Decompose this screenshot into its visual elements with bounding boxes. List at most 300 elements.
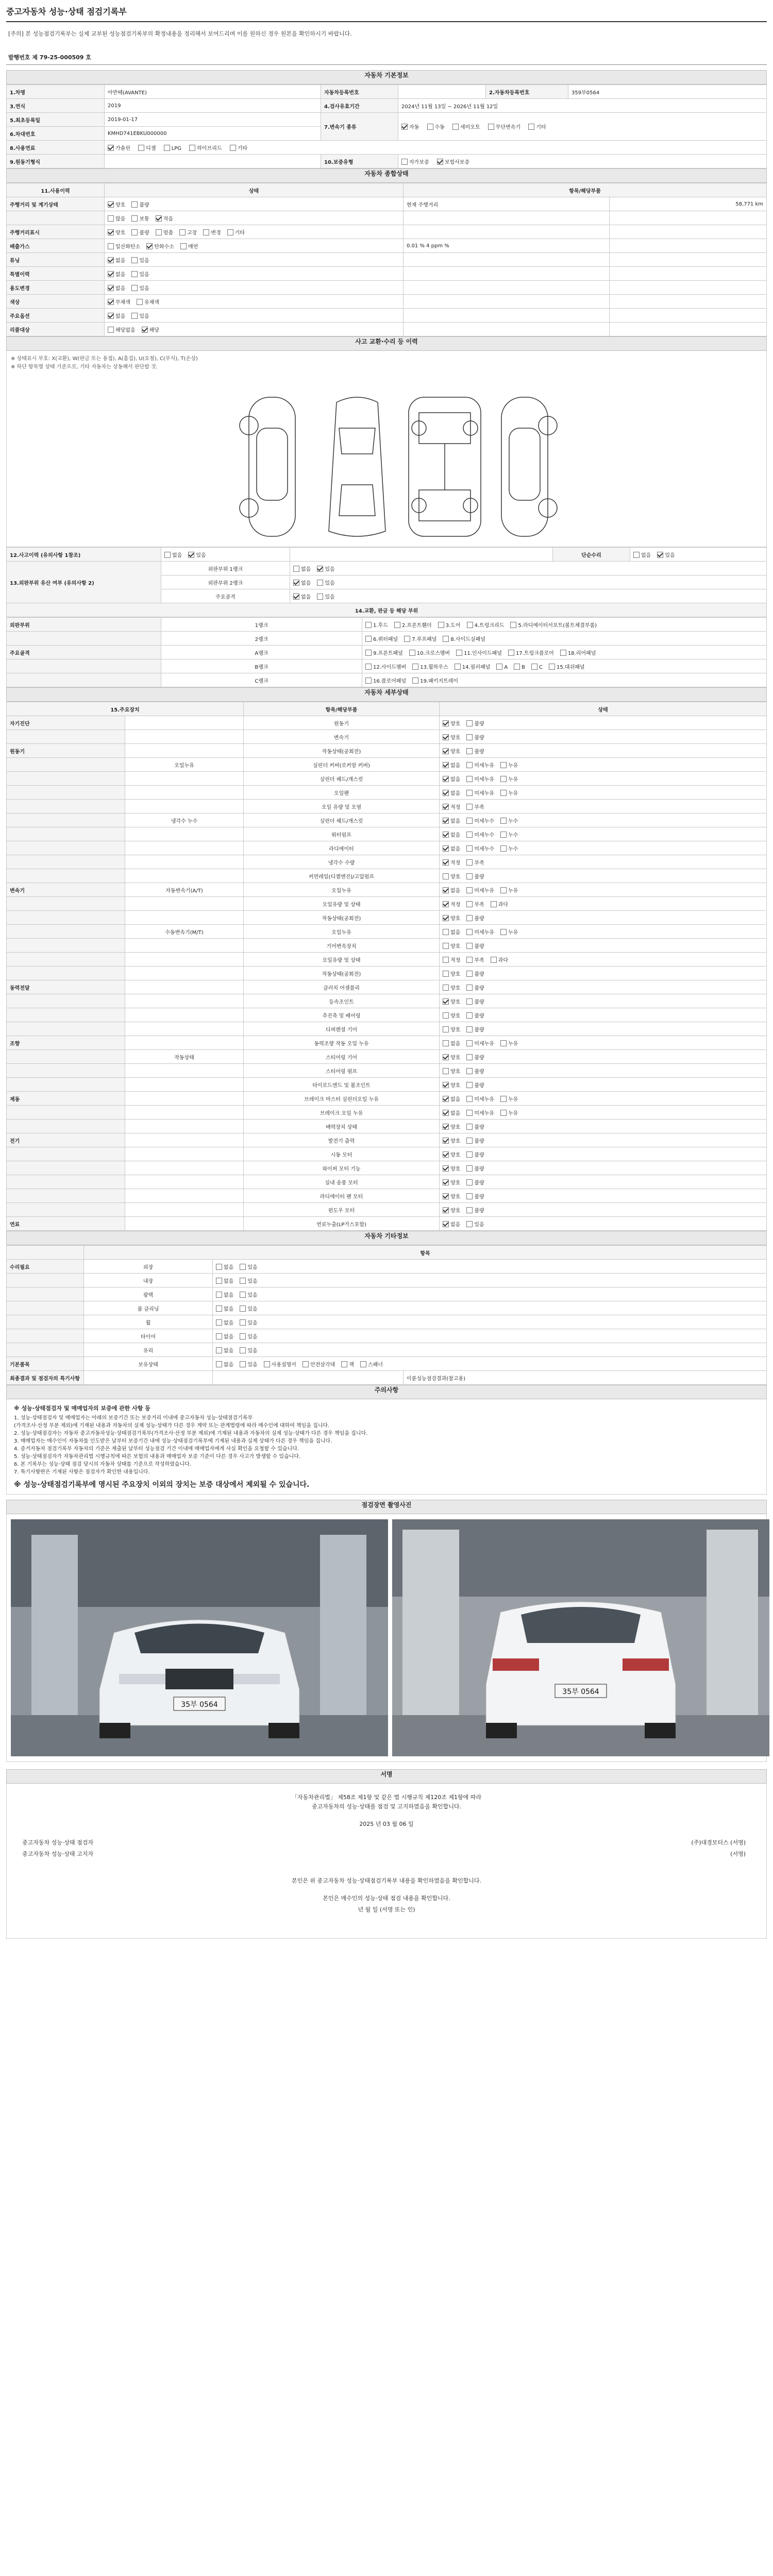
detail-options bbox=[440, 800, 767, 814]
checkbox bbox=[216, 1361, 222, 1367]
general-row bbox=[7, 323, 767, 336]
car-photo-rear-svg bbox=[392, 1519, 769, 1756]
other-item: 보유상태 bbox=[84, 1357, 213, 1371]
general-head: 항목/해당부품 bbox=[404, 183, 767, 197]
checkbox bbox=[466, 748, 473, 754]
detail-group bbox=[7, 897, 125, 911]
general-label: 주행거리표시 bbox=[7, 225, 105, 239]
seller-label: 중고자동차 성능·상태 고지자 bbox=[22, 1851, 94, 1857]
checkbox-checked bbox=[443, 1207, 449, 1213]
detail-options bbox=[440, 1120, 767, 1133]
damage-label: 13.외판부위 유산 여부 (유의사항 2) bbox=[7, 562, 161, 603]
checkbox bbox=[528, 124, 534, 130]
option: 있음 bbox=[240, 1277, 257, 1284]
general-label: 리콜대상 bbox=[7, 323, 105, 336]
checkbox-checked bbox=[443, 1221, 449, 1227]
caution-line: 3. 매매업자는 매수인이 자동차를 인도받은 날부터 보증기간 내에 성능·상태점검기록부에 기재된 내용과 실제 상태가 다른 경우 책임을 집니다. bbox=[14, 1438, 332, 1444]
detail-sub bbox=[125, 1106, 244, 1120]
detail-options bbox=[440, 716, 767, 730]
detail-group bbox=[7, 869, 125, 883]
section-general: 자동차 종합상태 bbox=[6, 168, 767, 183]
detail-options bbox=[440, 786, 767, 800]
option: 부족 bbox=[466, 956, 484, 963]
detail-group bbox=[7, 967, 125, 980]
checkbox-checked bbox=[443, 859, 449, 866]
checkbox-checked bbox=[443, 998, 449, 1005]
detail-options bbox=[440, 814, 767, 827]
detail-sub: 수동변속기(M/T) bbox=[125, 925, 244, 939]
checkbox bbox=[443, 943, 449, 949]
option: 양호 bbox=[443, 1025, 460, 1033]
detail-item: 디퍼렌셜 기어 bbox=[244, 1022, 440, 1036]
option: 있음 bbox=[240, 1346, 257, 1354]
detail-sub bbox=[125, 1189, 244, 1203]
basic-label: 9.원동기형식 bbox=[7, 155, 105, 168]
option: 불량 bbox=[466, 997, 484, 1005]
other-right: 이륜성능점검결과(참고용) bbox=[404, 1371, 767, 1385]
option: 7.루프패널 bbox=[404, 635, 436, 642]
checkbox-checked bbox=[142, 327, 148, 333]
option: 양호 bbox=[443, 1081, 460, 1089]
general-options bbox=[105, 253, 404, 267]
option: 불량 bbox=[131, 200, 149, 208]
detail-item: 배력장치 상태 bbox=[244, 1120, 440, 1133]
damage-repair-opts: 없음 있음 bbox=[630, 548, 767, 562]
detail-sub bbox=[125, 1133, 244, 1147]
basic-label: 8.사용연료 bbox=[7, 141, 105, 155]
basic-label: 2.자동차등록번호 bbox=[486, 85, 568, 99]
detail-options bbox=[440, 1064, 767, 1078]
checkbox-checked bbox=[401, 124, 408, 130]
option: 양호 bbox=[443, 1150, 460, 1158]
basic-label: 7.변속기 종류 bbox=[321, 113, 398, 141]
detail-row bbox=[7, 1008, 767, 1022]
detail-options bbox=[440, 1133, 767, 1147]
detail-group bbox=[7, 800, 125, 814]
damage-label: 12.사고이력 (유의사항 1참조) bbox=[7, 548, 161, 562]
checkbox bbox=[404, 636, 410, 642]
detail-options bbox=[440, 1161, 767, 1175]
checkbox bbox=[189, 145, 195, 151]
checkbox bbox=[466, 1026, 473, 1032]
option: 양호 bbox=[443, 914, 460, 922]
option: 있음 bbox=[131, 270, 149, 278]
detail-group bbox=[7, 1106, 125, 1120]
other-row bbox=[7, 1301, 767, 1315]
checkbox bbox=[108, 215, 114, 222]
option: 없음 bbox=[443, 761, 460, 769]
checkbox-checked bbox=[108, 201, 114, 208]
caution-box bbox=[6, 1399, 767, 1495]
other-options bbox=[213, 1301, 767, 1315]
detail-row bbox=[7, 1133, 767, 1147]
checkbox bbox=[466, 1151, 473, 1158]
detail-group bbox=[7, 1147, 125, 1161]
detail-row bbox=[7, 1064, 767, 1078]
checkbox bbox=[549, 664, 555, 670]
detail-options bbox=[440, 1008, 767, 1022]
other-row bbox=[7, 1274, 767, 1287]
checkbox bbox=[500, 929, 507, 935]
general-note bbox=[404, 267, 610, 281]
other-options bbox=[213, 1274, 767, 1287]
checkbox bbox=[401, 159, 408, 165]
detail-row bbox=[7, 897, 767, 911]
checkbox bbox=[240, 1319, 246, 1326]
detail-item: 브레이크 오일 누유 bbox=[244, 1106, 440, 1120]
option: 과다 bbox=[491, 900, 508, 908]
checkbox bbox=[216, 1319, 222, 1326]
detail-group: 제동 bbox=[7, 1092, 125, 1106]
detail-options bbox=[440, 1147, 767, 1161]
checkbox-checked bbox=[443, 1165, 449, 1172]
detail-group bbox=[7, 994, 125, 1008]
basic-row bbox=[7, 113, 767, 127]
option: 양호 bbox=[108, 200, 125, 208]
other-options bbox=[213, 1329, 767, 1343]
detail-row bbox=[7, 1050, 767, 1064]
general-note bbox=[404, 253, 610, 267]
detail-sub bbox=[125, 1217, 244, 1231]
basic-value: KMHD741EBKU000000 bbox=[105, 127, 321, 141]
option: 불량 bbox=[466, 1081, 484, 1089]
general-note bbox=[404, 309, 610, 323]
checkbox bbox=[443, 1040, 449, 1046]
detail-sub bbox=[125, 855, 244, 869]
option: 불량 bbox=[466, 970, 484, 977]
option: 누유 bbox=[500, 789, 518, 796]
other-group bbox=[7, 1343, 84, 1357]
option: 17.트렁크플로어 bbox=[508, 649, 554, 656]
checkbox bbox=[500, 845, 507, 852]
option: 5.라디에이터서포트(볼트체결부품) bbox=[510, 621, 597, 629]
general-note: 0.01 % 4 ppm % bbox=[404, 239, 610, 253]
detail-row bbox=[7, 814, 767, 827]
detail-head: 상태 bbox=[440, 702, 767, 716]
basic-row bbox=[7, 99, 767, 113]
option: 불량 bbox=[466, 914, 484, 922]
option: 사용설명서 bbox=[264, 1360, 296, 1368]
option: 10.크로스멤버 bbox=[409, 649, 450, 656]
checkbox bbox=[138, 145, 144, 151]
basic-value bbox=[398, 85, 486, 99]
checkbox-checked bbox=[108, 229, 114, 235]
checkbox-checked bbox=[108, 285, 114, 291]
parts-items bbox=[362, 618, 767, 632]
cert-number: 발행번호 제 79-25-000509 호 bbox=[6, 42, 767, 65]
detail-row bbox=[7, 1147, 767, 1161]
detail-options bbox=[440, 827, 767, 841]
detail-sub bbox=[125, 897, 244, 911]
detail-item: 오일누유 bbox=[244, 925, 440, 939]
checkbox-checked bbox=[443, 804, 449, 810]
checkbox bbox=[500, 887, 507, 893]
damage-label: 외판부위 2랭크 bbox=[161, 575, 290, 589]
general-head: 11.사용이력 bbox=[7, 183, 105, 197]
checkbox bbox=[466, 734, 473, 740]
option: 없음 bbox=[443, 817, 460, 824]
option: 양호 bbox=[443, 942, 460, 950]
option: 양호 bbox=[443, 984, 460, 991]
other-group: 기본품목 bbox=[7, 1357, 84, 1371]
checkbox bbox=[466, 720, 473, 726]
detail-sub: 오일누유 bbox=[125, 758, 244, 772]
checkbox-checked bbox=[443, 845, 449, 852]
car-top-under bbox=[409, 397, 481, 536]
document bbox=[6, 0, 767, 1939]
detail-item: 발전기 출력 bbox=[244, 1133, 440, 1147]
detail-group: 동력전달 bbox=[7, 980, 125, 994]
option: 잭 bbox=[341, 1360, 354, 1368]
basic-value bbox=[105, 155, 321, 168]
option: 해당없음 bbox=[108, 326, 136, 333]
section-detail: 자동차 세부상태 bbox=[6, 687, 767, 702]
general-value bbox=[610, 295, 767, 309]
car-left-side bbox=[240, 397, 295, 536]
parts-group: 주요골격 bbox=[7, 646, 161, 659]
checkbox bbox=[365, 650, 372, 656]
detail-options bbox=[440, 1092, 767, 1106]
detail-sub bbox=[125, 772, 244, 786]
section-damage: 사고 교환·수리 등 이력 bbox=[6, 336, 767, 351]
checkbox bbox=[240, 1333, 246, 1340]
option: B bbox=[514, 664, 525, 670]
basic-label: 1.차명 bbox=[7, 85, 105, 99]
option: 없음 bbox=[216, 1277, 233, 1284]
basic-value: 아반떼(AVANTE) bbox=[105, 85, 321, 99]
detail-row bbox=[7, 1189, 767, 1203]
option: 있음 bbox=[131, 284, 149, 292]
checkbox-checked bbox=[443, 818, 449, 824]
general-options bbox=[105, 281, 404, 295]
option: 없음 bbox=[216, 1318, 233, 1326]
general-note bbox=[404, 295, 610, 309]
parts-row bbox=[7, 659, 767, 673]
option: 있음 bbox=[240, 1360, 257, 1368]
checkbox bbox=[488, 124, 494, 130]
doc-title: 중고자동차 성능·상태 점검기록부 bbox=[6, 0, 767, 22]
option: 스패너 bbox=[360, 1360, 383, 1368]
option: 불량 bbox=[466, 733, 484, 741]
option: 멈춤 bbox=[156, 228, 173, 236]
detail-options bbox=[440, 980, 767, 994]
option: 불량 bbox=[466, 1178, 484, 1186]
detail-item: 워터펌프 bbox=[244, 827, 440, 841]
detail-row bbox=[7, 827, 767, 841]
option: 없음 bbox=[216, 1263, 233, 1270]
detail-item: 추진축 및 베어링 bbox=[244, 1008, 440, 1022]
general-options bbox=[105, 295, 404, 309]
basic-label: 5.최초등록일 bbox=[7, 113, 105, 127]
detail-options bbox=[440, 994, 767, 1008]
checkbox bbox=[452, 124, 459, 130]
option: 미세누유 bbox=[466, 1039, 494, 1047]
other-group: 수리필요 bbox=[7, 1260, 84, 1274]
option: 13.휠하우스 bbox=[412, 663, 448, 670]
option: 불량 bbox=[466, 984, 484, 991]
checkbox-checked bbox=[108, 257, 114, 263]
checkbox bbox=[496, 664, 502, 670]
option: 누유 bbox=[500, 761, 518, 769]
option: 있음 bbox=[240, 1318, 257, 1326]
checkbox bbox=[466, 1012, 473, 1019]
checkbox bbox=[491, 901, 497, 907]
checkbox bbox=[264, 1361, 270, 1367]
detail-item: 오일팬 bbox=[244, 786, 440, 800]
checkbox bbox=[466, 818, 473, 824]
caution-line: 6. 본 기록부는 성능·상태 점검 당시의 자동차 상태를 기준으로 작성하였습니다. bbox=[14, 1462, 191, 1467]
checkbox-checked bbox=[108, 271, 114, 277]
detail-group bbox=[7, 1064, 125, 1078]
other-group bbox=[7, 1301, 84, 1315]
general-note bbox=[404, 211, 610, 225]
detail-head: 15.주요장치 bbox=[7, 702, 244, 716]
checkbox bbox=[179, 229, 186, 235]
option: 1.후드 bbox=[365, 621, 388, 629]
inspection-photo-front bbox=[11, 1519, 388, 1756]
general-options bbox=[105, 323, 404, 336]
option: A bbox=[496, 664, 508, 670]
detail-group bbox=[7, 939, 125, 953]
section-basic: 자동차 기본정보 bbox=[6, 70, 767, 84]
checkbox bbox=[466, 1193, 473, 1199]
general-label: 색상 bbox=[7, 295, 105, 309]
option: 있음 bbox=[131, 256, 149, 264]
detail-group bbox=[7, 1203, 125, 1217]
checkbox bbox=[156, 229, 162, 235]
checkbox-checked bbox=[443, 748, 449, 754]
option: 변경 bbox=[203, 228, 221, 236]
checkbox bbox=[443, 1026, 449, 1032]
caution-line: (가격조사·산정 부분 제외)에 기재된 내용과 자동차의 실제 성능·상태가 다른 경우 계약 또는 관계법령에 따라 매수인에 대하여 책임을 집니다. bbox=[14, 1423, 330, 1429]
sign-date: 2025 년 03 월 06 일 bbox=[359, 1821, 414, 1827]
checkbox-checked bbox=[443, 1082, 449, 1088]
detail-item: 오일누유 bbox=[244, 883, 440, 897]
option: 불량 bbox=[466, 1192, 484, 1200]
basic-row bbox=[7, 85, 767, 99]
detail-sub bbox=[125, 786, 244, 800]
checkbox bbox=[456, 650, 462, 656]
option: 있음 bbox=[240, 1304, 257, 1312]
car-photo-front-svg bbox=[11, 1519, 388, 1756]
checkbox bbox=[409, 650, 415, 656]
option: 8.사이드실패널 bbox=[443, 635, 485, 642]
other-row bbox=[7, 1260, 767, 1274]
checkbox bbox=[466, 845, 473, 852]
general-label: 주요옵션 bbox=[7, 309, 105, 323]
parts-head: 14.교환, 판금 등 해당 부위 bbox=[7, 603, 767, 617]
checkbox bbox=[466, 915, 473, 921]
detail-group bbox=[7, 827, 125, 841]
option: 없음 bbox=[108, 312, 125, 319]
other-group: 최종결과 및 점검자의 특기사항 bbox=[7, 1371, 84, 1385]
detail-item: 와이퍼 모터 기능 bbox=[244, 1161, 440, 1175]
detail-row bbox=[7, 883, 767, 897]
checkbox-checked bbox=[443, 832, 449, 838]
parts-items bbox=[362, 632, 767, 646]
detail-item: 스티어링 펌프 bbox=[244, 1064, 440, 1078]
detail-group bbox=[7, 1050, 125, 1064]
detail-item: 동력조향 작동 오일 누유 bbox=[244, 1036, 440, 1050]
sign-line-3: 본인은 위 중고자동차 성능·상태점검기록부 내용을 확인하였음을 확인합니다. bbox=[291, 1877, 481, 1884]
option: 무채색 bbox=[108, 298, 130, 306]
other-head: 항목 bbox=[84, 1246, 767, 1260]
detail-options bbox=[440, 1106, 767, 1120]
detail-row bbox=[7, 869, 767, 883]
detail-group: 연료 bbox=[7, 1217, 125, 1231]
option: 4.트렁크리드 bbox=[467, 621, 505, 629]
other-item: 타이어 bbox=[84, 1329, 213, 1343]
detail-options bbox=[440, 869, 767, 883]
detail-row bbox=[7, 1203, 767, 1217]
detail-group bbox=[7, 758, 125, 772]
option: 불량 bbox=[466, 1123, 484, 1130]
other-row bbox=[7, 1287, 767, 1301]
option: 탄화수소 bbox=[146, 242, 174, 250]
option: 부족 bbox=[466, 900, 484, 908]
checkbox bbox=[240, 1347, 246, 1353]
other-item: 휠 bbox=[84, 1315, 213, 1329]
checkbox bbox=[466, 1138, 473, 1144]
option: 미세누수 bbox=[466, 817, 494, 824]
checkbox-checked bbox=[443, 776, 449, 782]
general-head: 상태 bbox=[105, 183, 404, 197]
checkbox bbox=[443, 971, 449, 977]
checkbox bbox=[500, 818, 507, 824]
other-row bbox=[7, 1357, 767, 1371]
basic-row bbox=[7, 155, 767, 168]
option: 일산화탄소 bbox=[108, 242, 140, 250]
option: 양호 bbox=[443, 719, 460, 727]
other-row bbox=[7, 1329, 767, 1343]
checkbox bbox=[412, 664, 418, 670]
checkbox bbox=[466, 804, 473, 810]
general-value bbox=[610, 253, 767, 267]
general-label: 특별이력 bbox=[7, 267, 105, 281]
option: 양호 bbox=[443, 1137, 460, 1144]
checkbox bbox=[240, 1264, 246, 1270]
detail-group: 변속기 bbox=[7, 883, 125, 897]
option: 불량 bbox=[466, 719, 484, 727]
option: 없음 bbox=[443, 775, 460, 783]
option: 불량 bbox=[466, 872, 484, 880]
checkbox bbox=[443, 1068, 449, 1074]
trans-options: 자동 수동 세미오토 무단변속기 기타 bbox=[398, 113, 767, 141]
parts-table bbox=[6, 617, 767, 687]
detail-options bbox=[440, 1078, 767, 1092]
detail-sub bbox=[125, 1078, 244, 1092]
basic-label: 6.차대번호 bbox=[7, 127, 105, 141]
detail-row bbox=[7, 967, 767, 980]
checkbox bbox=[466, 790, 473, 796]
detail-group: 원동기 bbox=[7, 744, 125, 758]
checkbox-checked bbox=[437, 159, 443, 165]
detail-group bbox=[7, 1189, 125, 1203]
option: 양호 bbox=[443, 1053, 460, 1061]
general-row bbox=[7, 197, 767, 211]
photo-area bbox=[6, 1514, 767, 1762]
option: 6.쿼터패널 bbox=[365, 635, 398, 642]
checkbox bbox=[500, 790, 507, 796]
detail-item: 오일유량 및 상태 bbox=[244, 897, 440, 911]
detail-group: 조향 bbox=[7, 1036, 125, 1050]
parts-group bbox=[7, 659, 161, 673]
parts-rank: A랭크 bbox=[161, 646, 362, 659]
option: 미세누유 bbox=[466, 1109, 494, 1116]
option: 양호 bbox=[108, 228, 125, 236]
checkbox-checked bbox=[443, 915, 449, 921]
general-label: 주행거리 및 계기상태 bbox=[7, 197, 105, 211]
